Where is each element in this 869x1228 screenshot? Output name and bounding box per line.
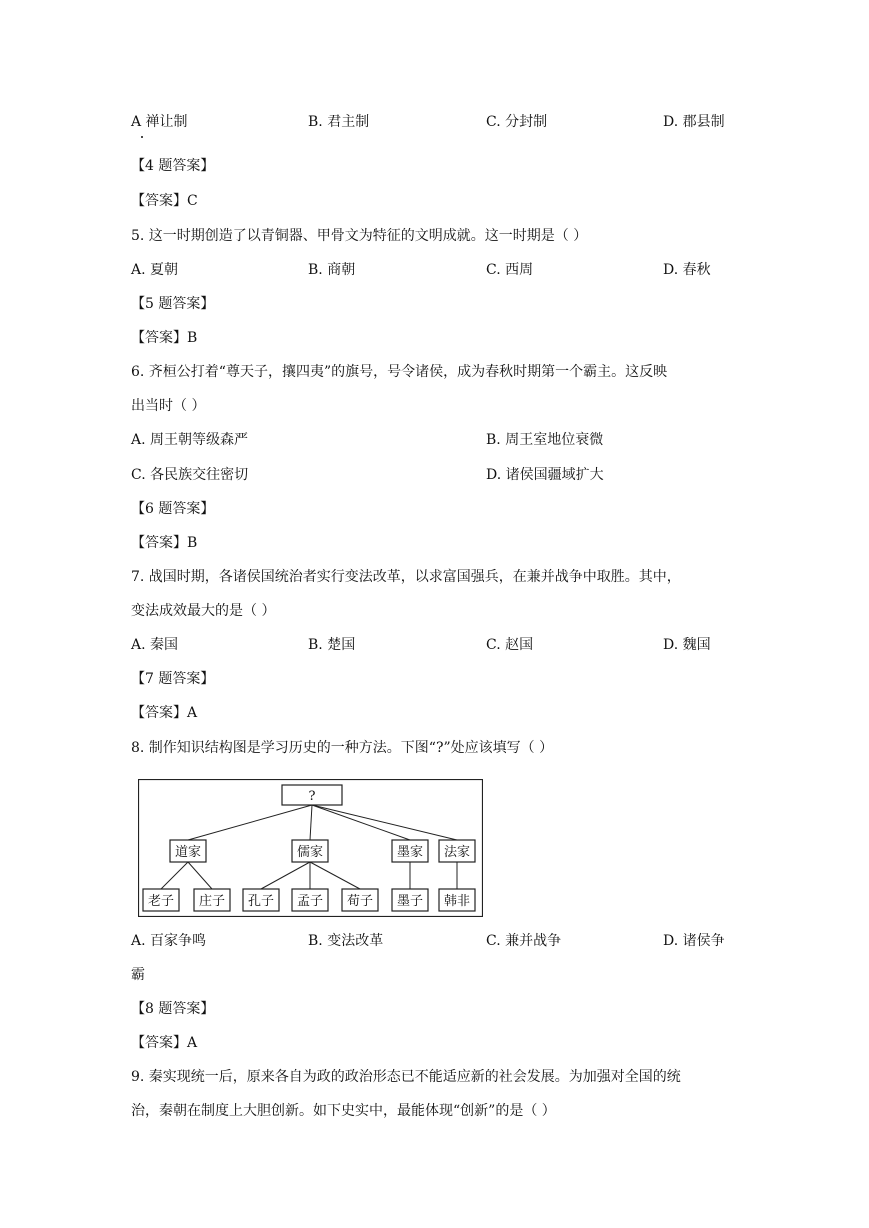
q6-stem-line1: 6. 齐桓公打着“尊天子，攘四夷”的旗号，号令诸侯，成为春秋时期第一个霸主。这反映 [131,364,668,380]
q7-answer-heading: 【7 题答案】 [131,671,215,687]
diagram-school-fajia: 法家 [443,845,471,860]
q4-option-d: D. 郡县制 [663,114,725,130]
diagram-root-label: ? [308,789,316,804]
q7-option-b: B. 楚国 [308,637,356,653]
q5-option-b: B. 商朝 [308,262,356,278]
diagram-school-rujia: 儒家 [296,845,324,860]
q4-option-b: B. 君主制 [308,114,370,130]
q6-option-a: A. 周王朝等级森严 [131,432,249,448]
diagram-school-mojia: 墨家 [396,845,424,860]
diagram-person-hanfei: 韩非 [443,894,471,909]
q8-option-b: B. 变法改革 [308,933,384,949]
knowledge-structure-diagram [138,779,483,917]
q5-option-a: A. 夏朝 [131,262,179,278]
q8-option-d-wrap: 霸 [131,967,145,983]
diagram-person-mozi: 墨子 [396,894,424,909]
q8-option-c: C. 兼并战争 [486,933,562,949]
q6-option-d: D. 诸侯国疆域扩大 [486,467,604,483]
diagram-person-laozi: 老子 [147,894,175,909]
q7-answer: 【答案】A [131,705,198,721]
q7-stem-line2: 变法成效最大的是（ ） [131,603,276,619]
q8-answer: 【答案】A [131,1035,198,1051]
q6-option-b: B. 周王室地位衰微 [486,432,604,448]
q6-option-c: C. 各民族交往密切 [131,467,249,483]
q9-stem-line1: 9. 秦实现统一后，原来各自为政的政治形态已不能适应新的社会发展。为加强对全国的统 [131,1069,681,1085]
q5-option-d: D. 春秋 [663,262,711,278]
q6-answer: 【答案】B [131,535,198,551]
q8-stem: 8. 制作知识结构图是学习历史的一种方法。下图“?”处应该填写（ ） [131,740,554,756]
diagram-person-xunzi: 荀子 [346,894,374,909]
q4-option-c: C. 分封制 [486,114,548,130]
q5-answer: 【答案】B [131,330,198,346]
q5-option-c: C. 西周 [486,262,534,278]
q4-option-a: A 禅让制 [131,114,188,130]
stray-dot-mark [141,136,143,138]
q4-answer: 【答案】C [131,193,198,209]
q8-option-a: A. 百家争鸣 [131,933,207,949]
q5-answer-heading: 【5 题答案】 [131,296,215,312]
q4-answer-heading: 【4 题答案】 [131,158,215,174]
q6-answer-heading: 【6 题答案】 [131,501,215,517]
q7-stem-line1: 7. 战国时期，各诸侯国统治者实行变法改革，以求富国强兵，在兼并战争中取胜。其中， [131,569,681,585]
diagram-person-kongzi: 孔子 [247,894,275,909]
q7-option-a: A. 秦国 [131,637,179,653]
q5-stem: 5. 这一时期创造了以青铜器、甲骨文为特征的文明成就。这一时期是（ ） [131,228,588,244]
q8-option-d: D. 诸侯争 [663,933,725,949]
q7-option-d: D. 魏国 [663,637,711,653]
diagram-person-mengzi: 孟子 [296,894,324,909]
diagram-person-zhuangzi: 庄子 [198,894,226,909]
q8-answer-heading: 【8 题答案】 [131,1001,215,1017]
q6-stem-line2: 出当时（ ） [131,398,206,414]
diagram-school-daojia: 道家 [174,845,202,860]
q9-stem-line2: 治，秦朝在制度上大胆创新。如下史实中，最能体现“创新”的是（ ） [131,1103,556,1119]
q7-option-c: C. 赵国 [486,637,534,653]
